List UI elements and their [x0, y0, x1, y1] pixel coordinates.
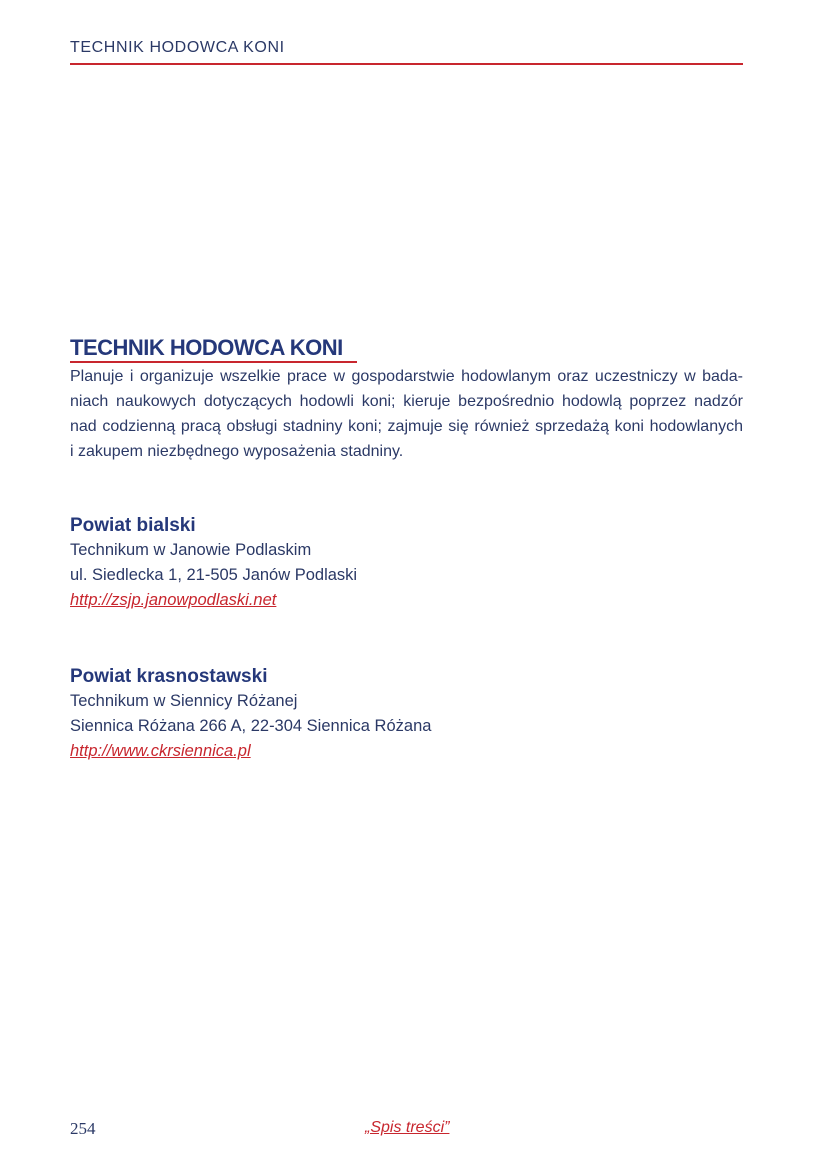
- school-address: Siennica Różana 266 A, 22-304 Siennica Różana: [70, 717, 432, 735]
- description-line: i zakupem niezbędnego wyposażenia stadniny.: [70, 443, 404, 460]
- school-website-link[interactable]: http://www.ckrsiennica.pl: [70, 742, 251, 760]
- section-description: [70, 364, 743, 464]
- district-heading: Powiat bialski: [70, 515, 196, 536]
- school-entry: [70, 664, 431, 764]
- school-entry: [70, 513, 357, 613]
- school-name: Technikum w Siennicy Różanej: [70, 692, 298, 710]
- school-website-link[interactable]: http://zsjp.janowpodlaski.net: [70, 591, 277, 609]
- page-number: 254: [70, 1119, 96, 1138]
- description-line: niach naukowych dotyczących hodowli koni; kieruje bezpośrednio hodowlą poprzez nadzór: [70, 393, 743, 410]
- table-of-contents-link[interactable]: „Spis treści”: [365, 1119, 450, 1136]
- school-name: Technikum w Janowie Podlaskim: [70, 541, 312, 559]
- school-address: ul. Siedlecka 1, 21-505 Janów Podlaski: [70, 566, 358, 584]
- description-line: Planuje i organizuje wszelkie prace w gospodarstwie hodowlanym oraz uczestniczy w bada-: [70, 368, 743, 385]
- description-line: nad codzienną pracą obsługi stadniny koni; zajmuje się również sprzedażą koni hodowlanych: [70, 418, 743, 435]
- running-header: TECHNIK HODOWCA KONI: [70, 39, 285, 56]
- title-underline: [70, 361, 357, 363]
- header-divider: [70, 63, 743, 65]
- section-title: TECHNIK HODOWCA KONI: [70, 335, 343, 360]
- district-heading: Powiat krasnostawski: [70, 666, 268, 687]
